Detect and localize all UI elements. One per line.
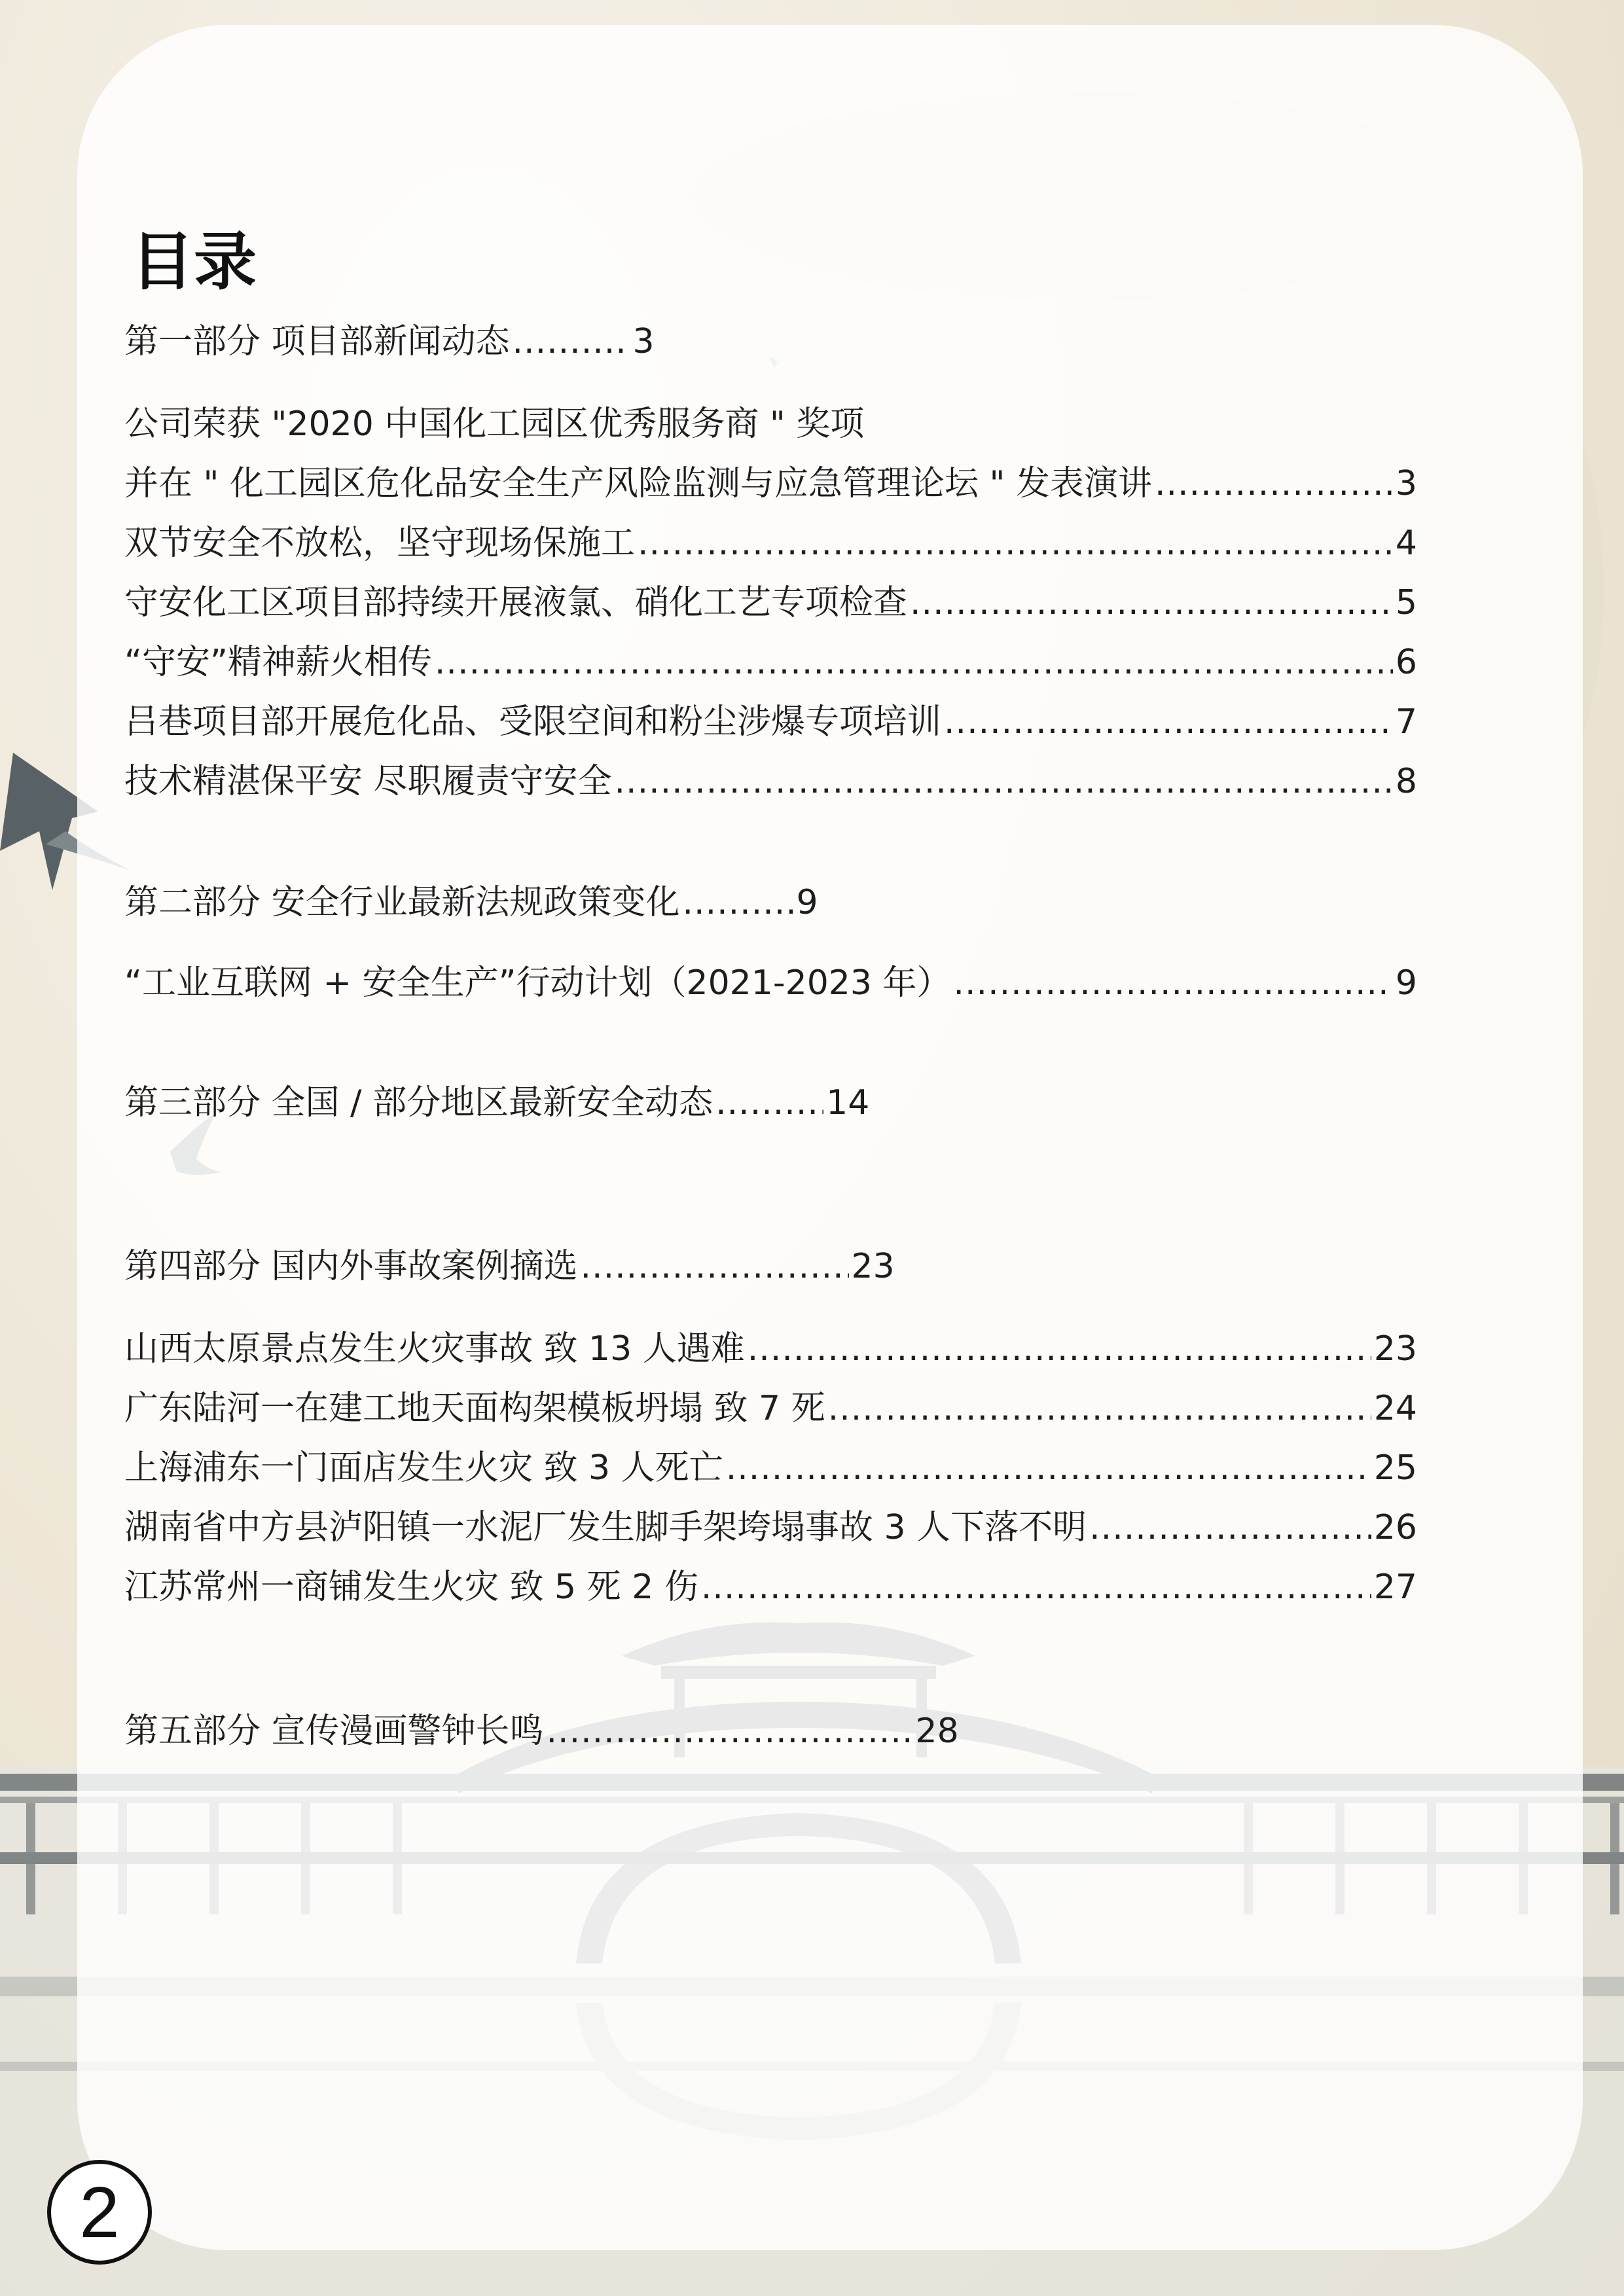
leader-dots	[944, 705, 1393, 739]
toc-entry-page: 4	[1395, 524, 1417, 563]
toc-entry-label: 双节安全不放松，坚守现场保施工	[124, 524, 636, 563]
toc-entry-label: “守安”精神薪火相传	[124, 643, 432, 682]
toc-entry-label: 第五部分 宣传漫画警钟长鸣	[124, 1712, 544, 1751]
toc-entry-label: 并在 " 化工园区危化品安全生产风险监测与应急管理论坛 " 发表演讲	[124, 464, 1152, 503]
toc-item[interactable]	[124, 1561, 1417, 1613]
leader-dots	[953, 966, 1392, 1000]
toc-part-3[interactable]	[124, 1077, 869, 1129]
toc-part-2[interactable]	[124, 876, 818, 929]
toc-entry-page: 26	[1373, 1508, 1417, 1547]
toc-entry-label: 湖南省中方县泸阳镇一水泥厂发生脚手架垮塌事故 3 人下落不明	[124, 1508, 1087, 1547]
leader-dots	[1089, 1511, 1371, 1545]
toc-entry-page: 3	[1395, 464, 1417, 503]
toc-entry-page: 9	[796, 883, 818, 922]
toc-entry-label: 第四部分 国内外事故案例摘选	[124, 1247, 578, 1286]
leader-dots	[435, 645, 1393, 679]
toc-entry-label: 山西太原景点发生火灾事故 致 13 人遇难	[124, 1329, 745, 1369]
leader-dots	[828, 1391, 1371, 1426]
toc-item[interactable]	[124, 957, 1417, 1009]
toc-item[interactable]	[124, 636, 1417, 689]
toc-entry-page: 9	[1395, 963, 1417, 1003]
leader-dots	[638, 526, 1393, 560]
toc-item[interactable]	[124, 1442, 1417, 1494]
toc-entry-page: 23	[1373, 1329, 1417, 1369]
page-number-badge: 2	[47, 2160, 152, 2265]
toc-item[interactable]	[124, 1382, 1417, 1435]
toc-entry-label: 技术精湛保平安 尽职履责守安全	[124, 762, 612, 801]
toc-entry-page: 5	[1395, 583, 1417, 622]
toc-part-1[interactable]	[124, 315, 655, 368]
leader-dots	[683, 886, 794, 920]
toc-item[interactable]	[124, 696, 1417, 748]
toc-entry-page: 25	[1373, 1448, 1417, 1488]
toc-entry-page: 8	[1395, 762, 1417, 801]
page-title: 目录	[131, 225, 257, 298]
leader-dots	[513, 325, 630, 359]
toc-item[interactable]	[124, 398, 864, 450]
toc-entry-label: 公司荣获 "2020 中国化工园区优秀服务商 " 奖项	[124, 404, 865, 444]
toc-entry-label: 第二部分 安全行业最新法规政策变化	[124, 883, 680, 922]
toc-entry-page: 14	[826, 1083, 870, 1122]
leader-dots	[726, 1451, 1371, 1485]
toc-entry-page: 27	[1373, 1568, 1417, 1607]
toc-entry-label: “工业互联网 + 安全生产”行动计划（2021-2023 年）	[124, 963, 951, 1003]
leader-dots	[910, 586, 1393, 620]
leader-dots	[1155, 467, 1393, 501]
toc-item[interactable]	[124, 1501, 1417, 1554]
toc-entry-label: 上海浦东一门面店发生火灾 致 3 人死亡	[124, 1448, 723, 1488]
toc-entry-page: 6	[1395, 643, 1417, 682]
leader-dots	[615, 764, 1393, 798]
toc-entry-label: 第三部分 全国 / 部分地区最新安全动态	[124, 1083, 713, 1122]
toc-entry-label: 吕巷项目部开展危化品、受限空间和粉尘涉爆专项培训	[124, 702, 942, 742]
toc-item[interactable]	[124, 457, 1417, 510]
toc-part-4[interactable]	[124, 1240, 895, 1293]
toc-entry-page: 24	[1373, 1389, 1417, 1428]
toc-item[interactable]	[124, 755, 1417, 808]
toc-item[interactable]	[124, 1323, 1417, 1375]
toc-entry-label: 广东陆河一在建工地天面构架模板坍塌 致 7 死	[124, 1389, 825, 1428]
toc-item[interactable]	[124, 577, 1417, 629]
toc-entry-page: 28	[915, 1712, 959, 1751]
toc-entry-label: 第一部分 项目部新闻动态	[124, 322, 510, 361]
leader-dots	[715, 1086, 823, 1120]
toc-item[interactable]	[124, 517, 1417, 569]
leader-dots	[581, 1249, 849, 1283]
toc-entry-label: 江苏常州一商铺发生火灾 致 5 死 2 伤	[124, 1568, 698, 1607]
leader-dots	[748, 1332, 1371, 1366]
toc-entry-label: 守安化工区项目部持续开展液氯、硝化工艺专项检查	[124, 583, 908, 622]
leader-dots	[547, 1714, 913, 1748]
toc-entry-page: 23	[851, 1247, 895, 1286]
toc-entry-page: 7	[1395, 702, 1417, 742]
leader-dots	[701, 1570, 1371, 1604]
toc-part-5[interactable]	[124, 1705, 959, 1757]
toc-entry-page: 3	[632, 322, 655, 361]
